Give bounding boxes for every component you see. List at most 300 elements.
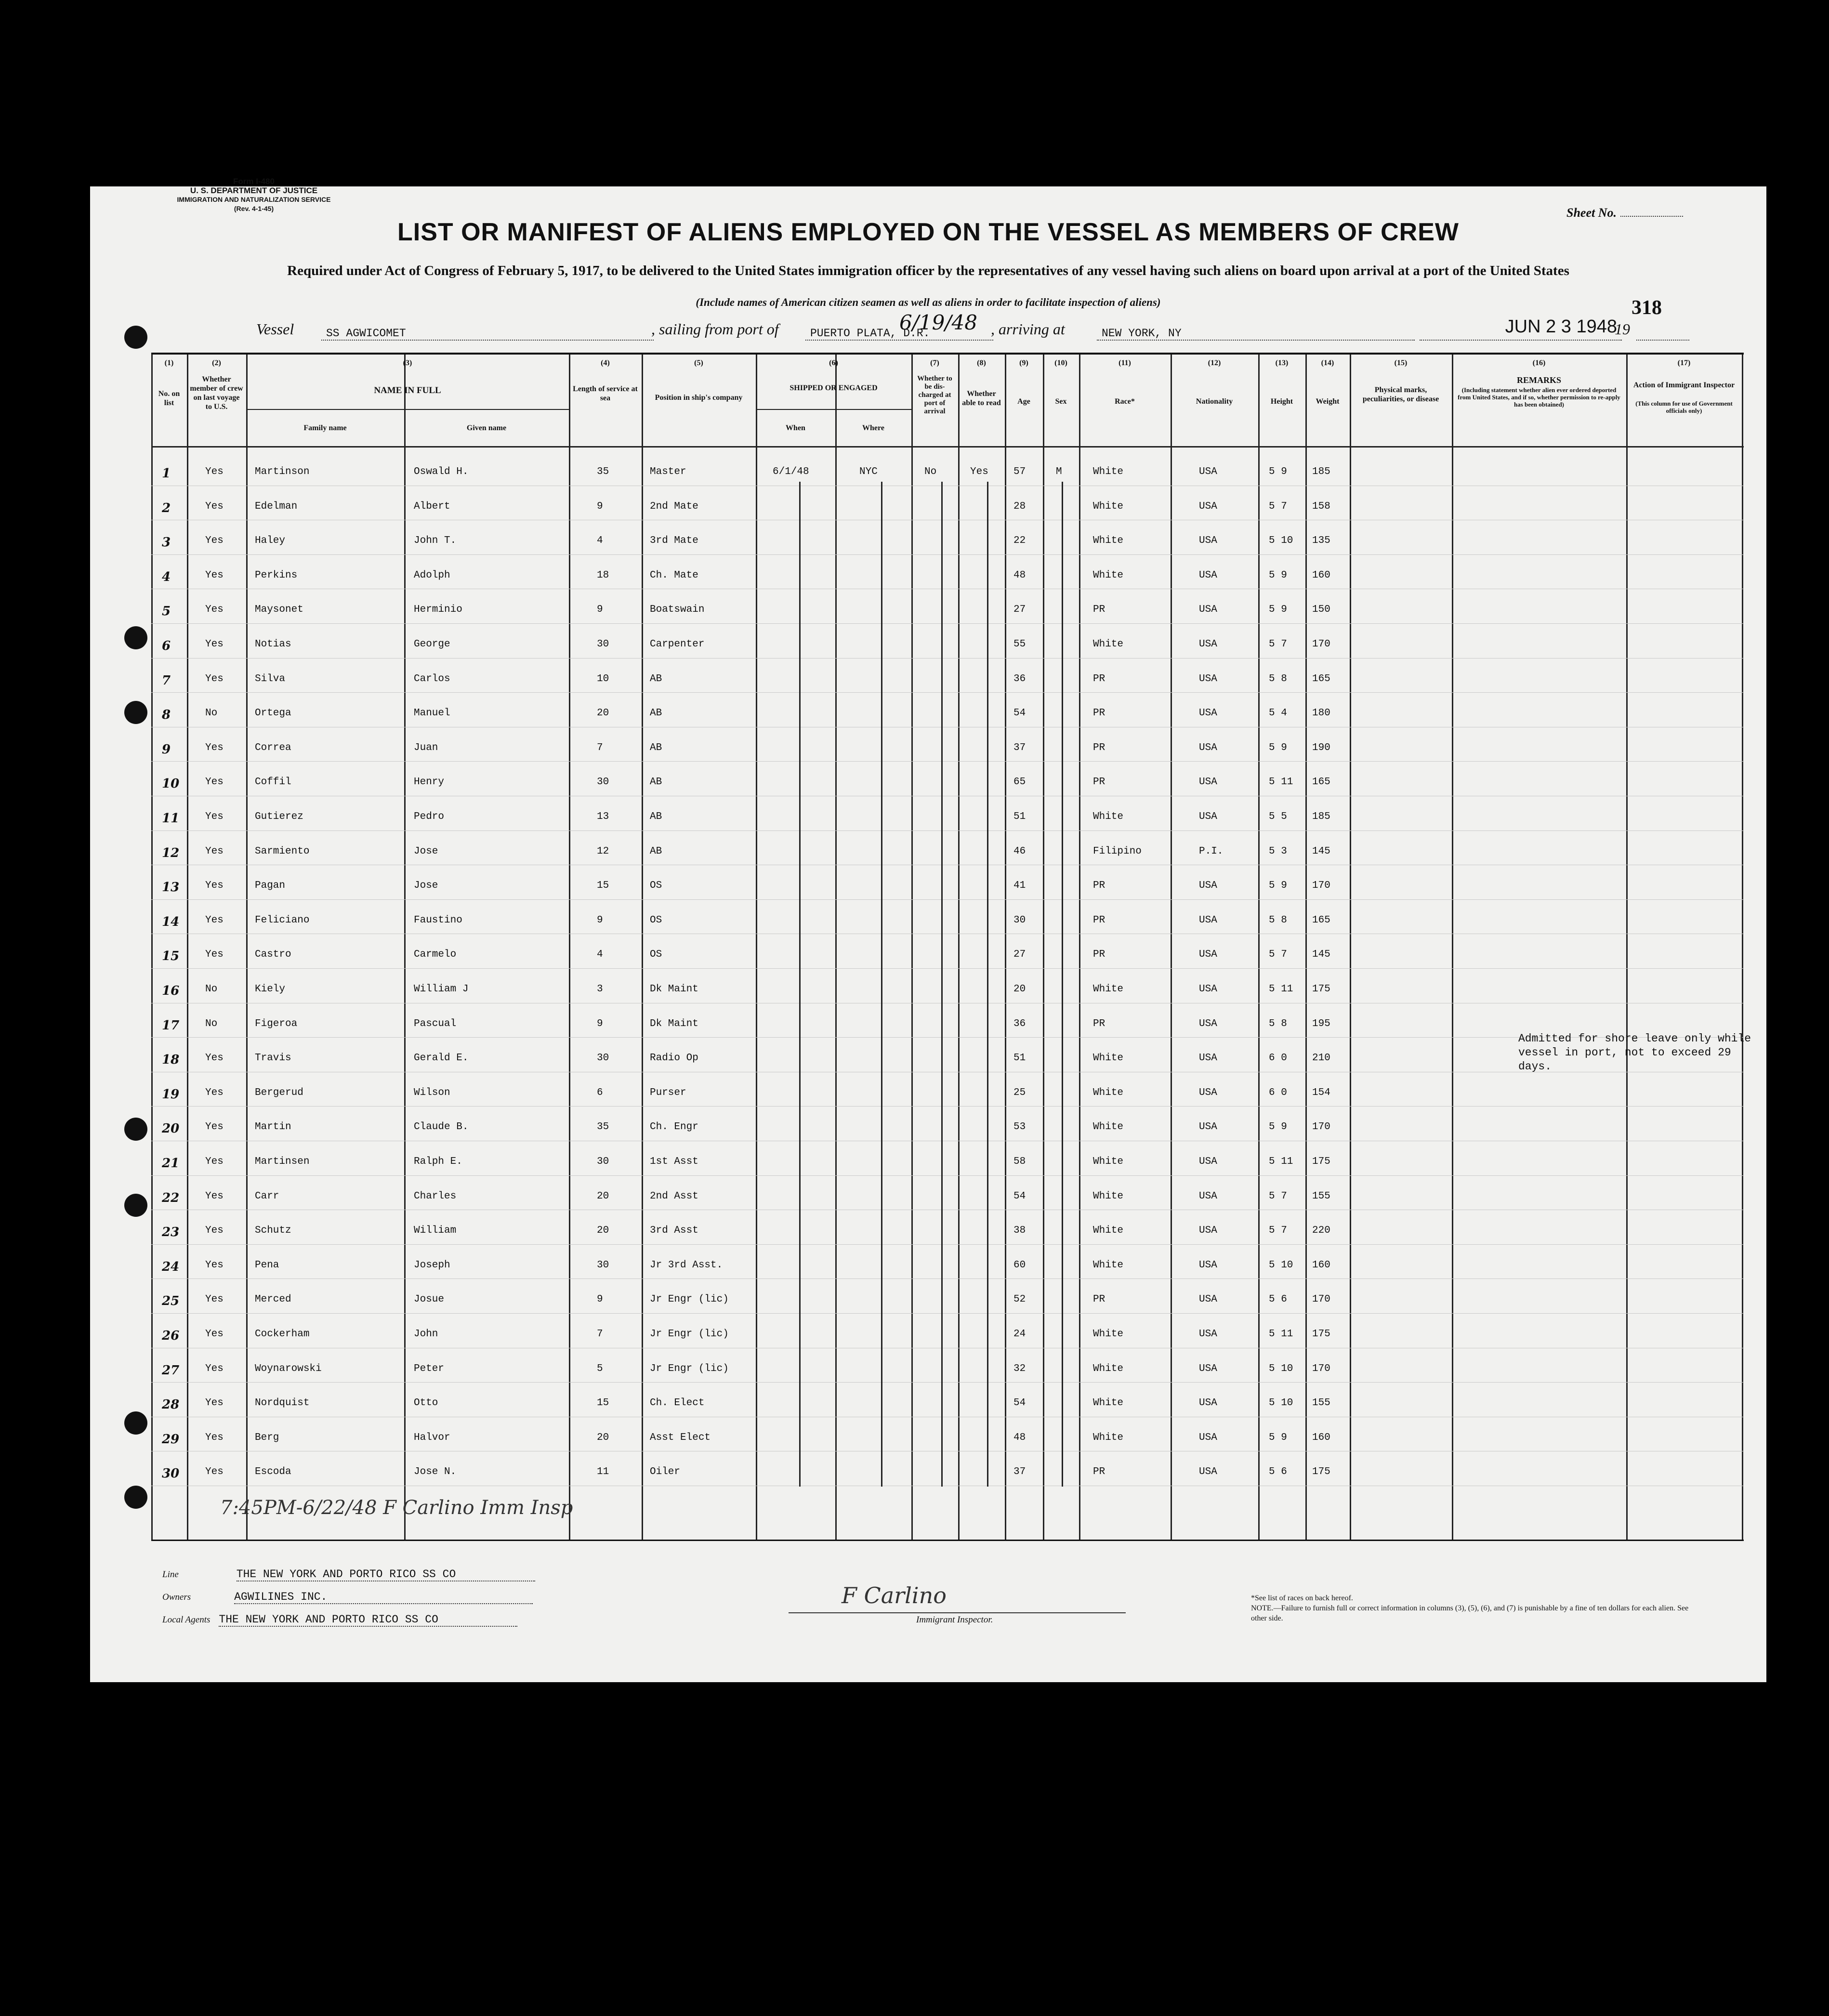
col-num: (3) (403, 359, 412, 367)
col-num: (16) (1532, 359, 1546, 367)
row-number: 20 (162, 1121, 180, 1136)
family-name: Notias (255, 639, 291, 650)
age: 46 (1013, 845, 1026, 857)
nationality: USA (1199, 949, 1217, 961)
departure-port: PUERTO PLATA, D.R. (805, 327, 993, 341)
position: Jr Engr (lic) (650, 1294, 729, 1305)
given-name: Jose N. (414, 1466, 457, 1478)
position: AB (650, 673, 662, 685)
family-name: Carr (255, 1190, 279, 1202)
last-voyage: Yes (205, 466, 224, 477)
race: PR (1093, 1466, 1105, 1478)
height: 5 11 (1269, 777, 1293, 788)
given-name: Pedro (414, 811, 445, 822)
col-num: (14) (1321, 359, 1334, 367)
race: White (1093, 984, 1124, 995)
height: 5 3 (1269, 845, 1287, 857)
manifest-sheet (90, 177, 1766, 1682)
nationality: USA (1199, 673, 1217, 685)
position: AB (650, 777, 662, 788)
nationality: USA (1199, 708, 1217, 719)
last-voyage: No (205, 708, 218, 719)
age: 30 (1013, 914, 1026, 926)
service-years: 9 (597, 501, 603, 512)
given-name: Adolph (414, 569, 450, 581)
service-years: 18 (597, 569, 609, 581)
family-name: Woynarowski (255, 1363, 322, 1374)
position: OS (650, 949, 662, 961)
form-id-line: IMMIGRATION AND NATURALIZATION SERVICE (177, 196, 331, 203)
weight: 210 (1312, 1053, 1330, 1064)
nationality: USA (1199, 1432, 1217, 1443)
family-name: Pena (255, 1259, 279, 1271)
row-number: 5 (162, 604, 171, 619)
family-name: Nordquist (255, 1397, 310, 1409)
race: White (1093, 569, 1124, 581)
race: White (1093, 811, 1124, 822)
shipped-when: 6/1/48 (773, 466, 809, 477)
nationality: USA (1199, 501, 1217, 512)
race: White (1093, 1259, 1124, 1271)
given-name: Charles (414, 1190, 457, 1202)
service-years: 9 (597, 1018, 603, 1029)
col-header-sex: Sex (1055, 397, 1067, 406)
family-name: Martinsen (255, 1156, 310, 1167)
height: 6 0 (1269, 1053, 1287, 1064)
binder-hole (124, 1411, 147, 1435)
race: PR (1093, 1018, 1105, 1029)
given-name: Wilson (414, 1087, 450, 1098)
height: 6 0 (1269, 1087, 1287, 1098)
race: PR (1093, 742, 1105, 753)
col-num: (17) (1677, 359, 1691, 367)
position: OS (650, 880, 662, 892)
col-header-position: Position in ship's company (655, 394, 743, 402)
service-years: 20 (597, 1190, 609, 1202)
col-header-last-voyage: Whether member of crew on last voyage to U.S. (190, 375, 243, 411)
given-name: Henry (414, 777, 445, 788)
position: OS (650, 914, 662, 926)
last-voyage: Yes (205, 1190, 224, 1202)
position: Purser (650, 1087, 686, 1098)
row-number: 10 (162, 777, 180, 791)
row-number: 1 (162, 466, 171, 481)
form-id-line: U. S. DEPARTMENT OF JUSTICE (190, 186, 318, 195)
last-voyage: Yes (205, 1121, 224, 1133)
footer-line (162, 1568, 535, 1581)
age: 37 (1013, 1466, 1026, 1478)
col-num: (11) (1118, 359, 1131, 367)
service-years: 9 (597, 604, 603, 616)
age: 36 (1013, 673, 1026, 685)
page-number: 318 (1632, 297, 1662, 319)
nationality: USA (1199, 1087, 1217, 1098)
form-id-line: (Rev. 4-1-45) (234, 205, 274, 212)
row-number: 29 (162, 1432, 180, 1447)
race: White (1093, 1190, 1124, 1202)
race: White (1093, 1053, 1124, 1064)
col-num: (1) (164, 359, 174, 367)
age: 48 (1013, 569, 1026, 581)
able-to-read: Yes (970, 466, 988, 477)
service-years: 9 (597, 914, 603, 926)
sex: M (1056, 466, 1062, 477)
age: 27 (1013, 604, 1026, 616)
family-name: Martinson (255, 466, 310, 477)
col-num: (10) (1054, 359, 1067, 367)
race: White (1093, 639, 1124, 650)
sailing-label: , sailing from port of (651, 320, 779, 338)
race: PR (1093, 880, 1105, 892)
col-header-name: NAME IN FULL (374, 385, 441, 395)
arriving-label: , arriving at (991, 320, 1065, 338)
age: 60 (1013, 1259, 1026, 1271)
service-years: 30 (597, 1259, 609, 1271)
given-name: William J (414, 984, 469, 995)
row-number: 8 (162, 708, 171, 723)
last-voyage: Yes (205, 535, 224, 547)
col-header-weight: Weight (1316, 397, 1340, 406)
service-years: 10 (597, 673, 609, 685)
given-name: Jose (414, 845, 438, 857)
service-years: 15 (597, 880, 609, 892)
last-voyage: Yes (205, 501, 224, 512)
service-years: 20 (597, 708, 609, 719)
height: 5 8 (1269, 673, 1287, 685)
family-name: Castro (255, 949, 291, 961)
col-header-physical: Physical marks, peculiarities, or disease (1362, 386, 1439, 403)
race: White (1093, 501, 1124, 512)
weight: 145 (1312, 845, 1330, 857)
footnote-penalty: NOTE.—Failure to furnish full or correct information in columns (3), (5), (6), and (7) is punishable by a fine of ten dollars for each alien. See other side. (1251, 1604, 1689, 1622)
owners-value: AGWILINES INC. (234, 1591, 533, 1604)
form-id-line: Form I-480 (233, 177, 275, 186)
owners-label: Owners (162, 1592, 191, 1602)
service-years: 15 (597, 1397, 609, 1409)
nationality: USA (1199, 914, 1217, 926)
weight: 145 (1312, 949, 1330, 961)
service-years: 12 (597, 845, 609, 857)
weight: 175 (1312, 1466, 1330, 1478)
weight: 190 (1312, 742, 1330, 753)
service-years: 30 (597, 1156, 609, 1167)
last-voyage: Yes (205, 1294, 224, 1305)
col-num: (15) (1394, 359, 1408, 367)
last-voyage: Yes (205, 1466, 224, 1478)
height: 5 6 (1269, 1466, 1287, 1478)
given-name: Oswald H. (414, 466, 469, 477)
service-years: 7 (597, 742, 603, 753)
family-name: Schutz (255, 1225, 291, 1237)
weight: 135 (1312, 535, 1330, 547)
age: 53 (1013, 1121, 1026, 1133)
last-voyage: Yes (205, 639, 224, 650)
age: 28 (1013, 501, 1026, 512)
service-years: 13 (597, 811, 609, 822)
col-num: (8) (977, 359, 986, 367)
family-name: Martin (255, 1121, 291, 1133)
given-name: Pascual (414, 1018, 457, 1029)
family-name: Coffil (255, 777, 291, 788)
nationality: USA (1199, 1053, 1217, 1064)
nationality: USA (1199, 1121, 1217, 1133)
line-value: THE NEW YORK AND PORTO RICO SS CO (237, 1568, 535, 1581)
col-header-where: Where (862, 424, 884, 432)
family-name: Travis (255, 1053, 291, 1064)
weight: 158 (1312, 501, 1330, 512)
race: White (1093, 1329, 1124, 1340)
age: 25 (1013, 1087, 1026, 1098)
row-number: 14 (162, 914, 180, 929)
height: 5 7 (1269, 501, 1287, 512)
given-name: Carlos (414, 673, 450, 685)
age: 24 (1013, 1329, 1026, 1340)
agents-label: Local Agents (162, 1615, 211, 1625)
inspector-label: Immigrant Inspector. (916, 1615, 993, 1625)
family-name: Correa (255, 742, 291, 753)
height: 5 7 (1269, 1225, 1287, 1237)
col-num: (7) (930, 359, 939, 367)
row-number: 4 (162, 569, 171, 584)
position: Jr Engr (lic) (650, 1363, 729, 1374)
row-number: 22 (162, 1190, 180, 1205)
footer-agents (162, 1613, 517, 1627)
given-name: Juan (414, 742, 438, 753)
weight: 160 (1312, 1259, 1330, 1271)
position: 1st Asst (650, 1156, 698, 1167)
last-voyage: Yes (205, 880, 224, 892)
last-voyage: Yes (205, 811, 224, 822)
row-number: 3 (162, 535, 171, 550)
service-years: 30 (597, 777, 609, 788)
document-subnote: (Include names of American citizen seamen as well as aliens in order to facilitate inspection of aliens) (696, 296, 1161, 308)
nationality: P.I. (1199, 845, 1224, 857)
weight: 220 (1312, 1225, 1330, 1237)
col-num: (5) (694, 359, 703, 367)
binder-hole (124, 326, 147, 349)
service-years: 20 (597, 1432, 609, 1443)
race: White (1093, 1432, 1124, 1443)
last-voyage: Yes (205, 673, 224, 685)
given-name: Joseph (414, 1259, 450, 1271)
age: 57 (1013, 466, 1026, 477)
row-number: 24 (162, 1259, 180, 1274)
given-name: John (414, 1329, 438, 1340)
given-name: Gerald E. (414, 1053, 469, 1064)
race: Filipino (1093, 845, 1142, 857)
row-number: 18 (162, 1053, 180, 1067)
row-number: 12 (162, 845, 180, 860)
given-name: Jose (414, 880, 438, 892)
given-name: Josue (414, 1294, 445, 1305)
col-header-discharged: Whether to be dis-charged at port of arrival (917, 375, 952, 415)
discharged: No (924, 466, 937, 477)
height: 5 8 (1269, 1018, 1287, 1029)
height: 5 9 (1269, 1121, 1287, 1133)
age: 32 (1013, 1363, 1026, 1374)
family-name: Ortega (255, 708, 291, 719)
col-header-service: Length of service at sea (573, 385, 638, 402)
binder-hole (124, 1194, 147, 1217)
age: 54 (1013, 1397, 1026, 1409)
last-voyage: No (205, 984, 218, 995)
height: 5 4 (1269, 708, 1287, 719)
given-name: George (414, 639, 450, 650)
row-number: 16 (162, 984, 180, 998)
footnote (1251, 1593, 1694, 1623)
nationality: USA (1199, 1466, 1217, 1478)
nationality: USA (1199, 777, 1217, 788)
height: 5 9 (1269, 1432, 1287, 1443)
position: 2nd Mate (650, 501, 698, 512)
nationality: USA (1199, 1225, 1217, 1237)
row-number: 6 (162, 639, 171, 653)
nationality: USA (1199, 1018, 1217, 1029)
age: 52 (1013, 1294, 1026, 1305)
age: 27 (1013, 949, 1026, 961)
family-name: Gutierez (255, 811, 303, 822)
row-number: 30 (162, 1466, 180, 1481)
row-number: 25 (162, 1294, 180, 1309)
given-name: Faustino (414, 914, 462, 926)
col-header-action-sub: (This column for use of Government officials only) (1635, 400, 1733, 414)
form-identifier (158, 177, 350, 213)
last-voyage: Yes (205, 1087, 224, 1098)
height: 5 8 (1269, 914, 1287, 926)
weight: 160 (1312, 1432, 1330, 1443)
arrival-port: NEW YORK, NY (1097, 327, 1415, 341)
family-name: Pagan (255, 880, 286, 892)
weight: 154 (1312, 1087, 1330, 1098)
family-name: Escoda (255, 1466, 291, 1478)
age: 36 (1013, 1018, 1026, 1029)
last-voyage: No (205, 1018, 218, 1029)
service-years: 4 (597, 535, 603, 547)
service-years: 11 (597, 1466, 609, 1478)
nationality: USA (1199, 569, 1217, 581)
row-number: 2 (162, 501, 171, 515)
family-name: Berg (255, 1432, 279, 1443)
row-number: 21 (162, 1156, 180, 1171)
given-name: John T. (414, 535, 457, 547)
last-voyage: Yes (205, 914, 224, 926)
col-header-action: Action of Immigrant Inspector (1633, 381, 1735, 389)
service-years: 35 (597, 1121, 609, 1133)
given-name: Herminio (414, 604, 462, 616)
inspector-signature: F Carlino (842, 1582, 947, 1608)
position: Jr Engr (lic) (650, 1329, 729, 1340)
service-years: 5 (597, 1363, 603, 1374)
binder-hole (124, 701, 147, 724)
sheet-no-label: Sheet No. (1566, 206, 1617, 220)
nationality: USA (1199, 811, 1217, 822)
height: 5 10 (1269, 1363, 1293, 1374)
shipped-where: NYC (859, 466, 878, 477)
weight: 180 (1312, 708, 1330, 719)
weight: 155 (1312, 1397, 1330, 1409)
weight: 160 (1312, 569, 1330, 581)
col-header-family: Family name (303, 424, 347, 432)
footnote-races: *See list of races on back hereof. (1251, 1594, 1353, 1602)
last-voyage: Yes (205, 777, 224, 788)
race: White (1093, 466, 1124, 477)
weight: 195 (1312, 1018, 1330, 1029)
family-name: Merced (255, 1294, 291, 1305)
position: 3rd Mate (650, 535, 698, 547)
weight: 165 (1312, 777, 1330, 788)
service-years: 30 (597, 639, 609, 650)
agents-value: THE NEW YORK AND PORTO RICO SS CO (219, 1613, 517, 1627)
vessel-label: Vessel (256, 320, 294, 338)
binder-hole (124, 626, 147, 649)
row-number: 28 (162, 1397, 180, 1412)
col-header-shipped: SHIPPED OR ENGAGED (789, 384, 878, 392)
col-header-nationality: Nationality (1196, 397, 1233, 406)
last-voyage: Yes (205, 1329, 224, 1340)
nationality: USA (1199, 984, 1217, 995)
col-header-remarks-sub: (Including statement whether alien ever ordered deported from United States, and if so, whether permission to re-apply has been obtained) (1458, 386, 1620, 408)
weight: 175 (1312, 1156, 1330, 1167)
height: 5 10 (1269, 1397, 1293, 1409)
position: Dk Maint (650, 1018, 698, 1029)
nationality: USA (1199, 1156, 1217, 1167)
height: 5 7 (1269, 639, 1287, 650)
position: Radio Op (650, 1053, 698, 1064)
race: PR (1093, 673, 1105, 685)
age: 51 (1013, 811, 1026, 822)
race: White (1093, 1225, 1124, 1237)
given-name: Manuel (414, 708, 450, 719)
last-voyage: Yes (205, 1363, 224, 1374)
position: Asst Elect (650, 1432, 711, 1443)
nationality: USA (1199, 1259, 1217, 1271)
position: Oiler (650, 1466, 681, 1478)
weight: 165 (1312, 673, 1330, 685)
position: Ch. Elect (650, 1397, 705, 1409)
height: 5 5 (1269, 811, 1287, 822)
binder-hole (124, 1118, 147, 1141)
family-name: Cockerham (255, 1329, 310, 1340)
weight: 170 (1312, 1363, 1330, 1374)
document-subtitle: Required under Act of Congress of February 5, 1917, to be delivered to the United States immigration officer by the representatives of any vessel having such aliens on board upon arrival at a port of the United States (287, 263, 1569, 278)
height: 5 6 (1269, 1294, 1287, 1305)
row-number: 19 (162, 1087, 180, 1102)
remarks-note: Admitted for shore leave only while vessel in port, not to exceed 29 days. (1518, 1032, 1751, 1073)
position: Dk Maint (650, 984, 698, 995)
row-number: 23 (162, 1225, 180, 1240)
race: White (1093, 535, 1124, 547)
weight: 170 (1312, 1121, 1330, 1133)
family-name: Edelman (255, 501, 298, 512)
service-years: 3 (597, 984, 603, 995)
col-num: (13) (1275, 359, 1289, 367)
nationality: USA (1199, 1190, 1217, 1202)
race: PR (1093, 708, 1105, 719)
last-voyage: Yes (205, 1432, 224, 1443)
given-name: Otto (414, 1397, 438, 1409)
document-title: LIST OR MANIFEST OF ALIENS EMPLOYED ON THE VESSEL AS MEMBERS OF CREW (397, 218, 1459, 246)
last-voyage: Yes (205, 949, 224, 961)
col-header-age: Age (1017, 397, 1030, 406)
height: 5 11 (1269, 1156, 1293, 1167)
given-name: Carmelo (414, 949, 457, 961)
age: 37 (1013, 742, 1026, 753)
weight: 185 (1312, 811, 1330, 822)
row-number: 17 (162, 1018, 180, 1033)
nationality: USA (1199, 466, 1217, 477)
position: 2nd Asst (650, 1190, 698, 1202)
given-name: William (414, 1225, 457, 1237)
